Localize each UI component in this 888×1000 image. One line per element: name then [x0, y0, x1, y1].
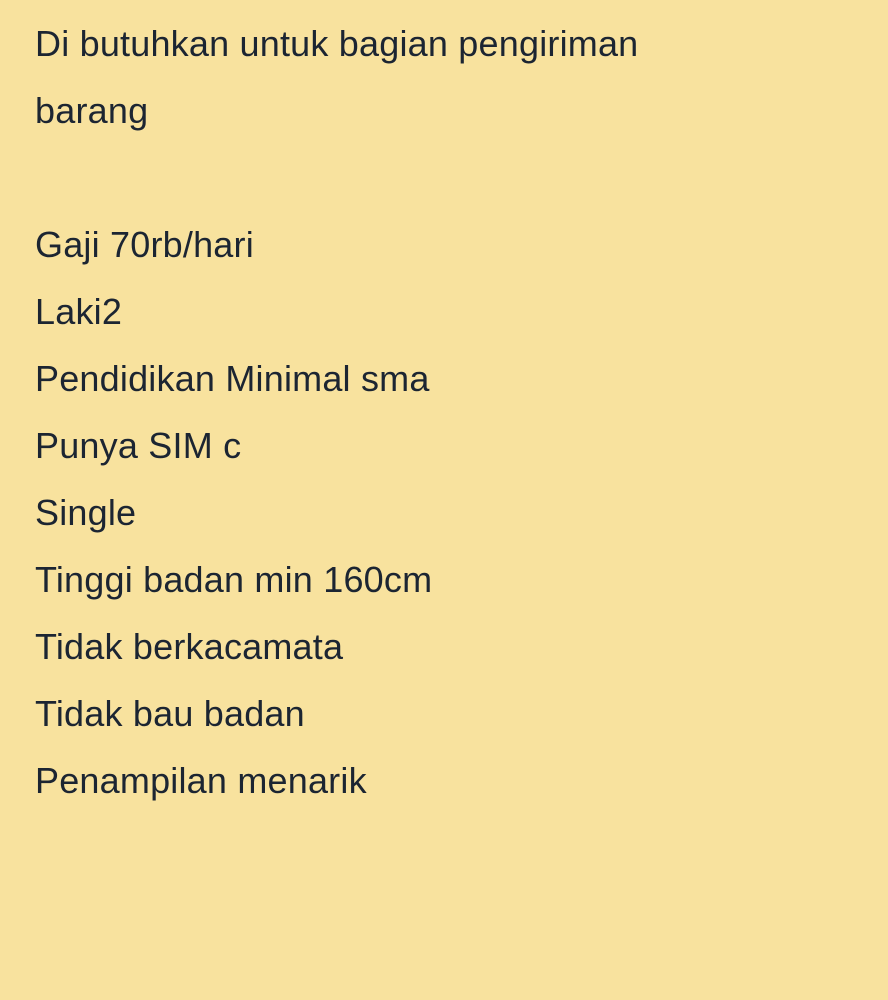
post-detail-line: Pendidikan Minimal sma [35, 358, 430, 399]
paragraph-gap [35, 144, 858, 211]
post-detail-line: Tidak bau badan [35, 693, 305, 734]
post-detail-line: Punya SIM c [35, 425, 242, 466]
post-title-line: Di butuhkan untuk bagian pengiriman [35, 23, 639, 64]
post-detail-line: Tinggi badan min 160cm [35, 559, 433, 600]
post-detail-line: Single [35, 492, 137, 533]
post-title-line: barang [35, 90, 149, 131]
post-detail-line: Gaji 70rb/hari [35, 224, 254, 265]
post-detail-line: Penampilan menarik [35, 760, 367, 801]
post-detail-line: Tidak berkacamata [35, 626, 344, 667]
post-detail-line: Laki2 [35, 291, 123, 332]
